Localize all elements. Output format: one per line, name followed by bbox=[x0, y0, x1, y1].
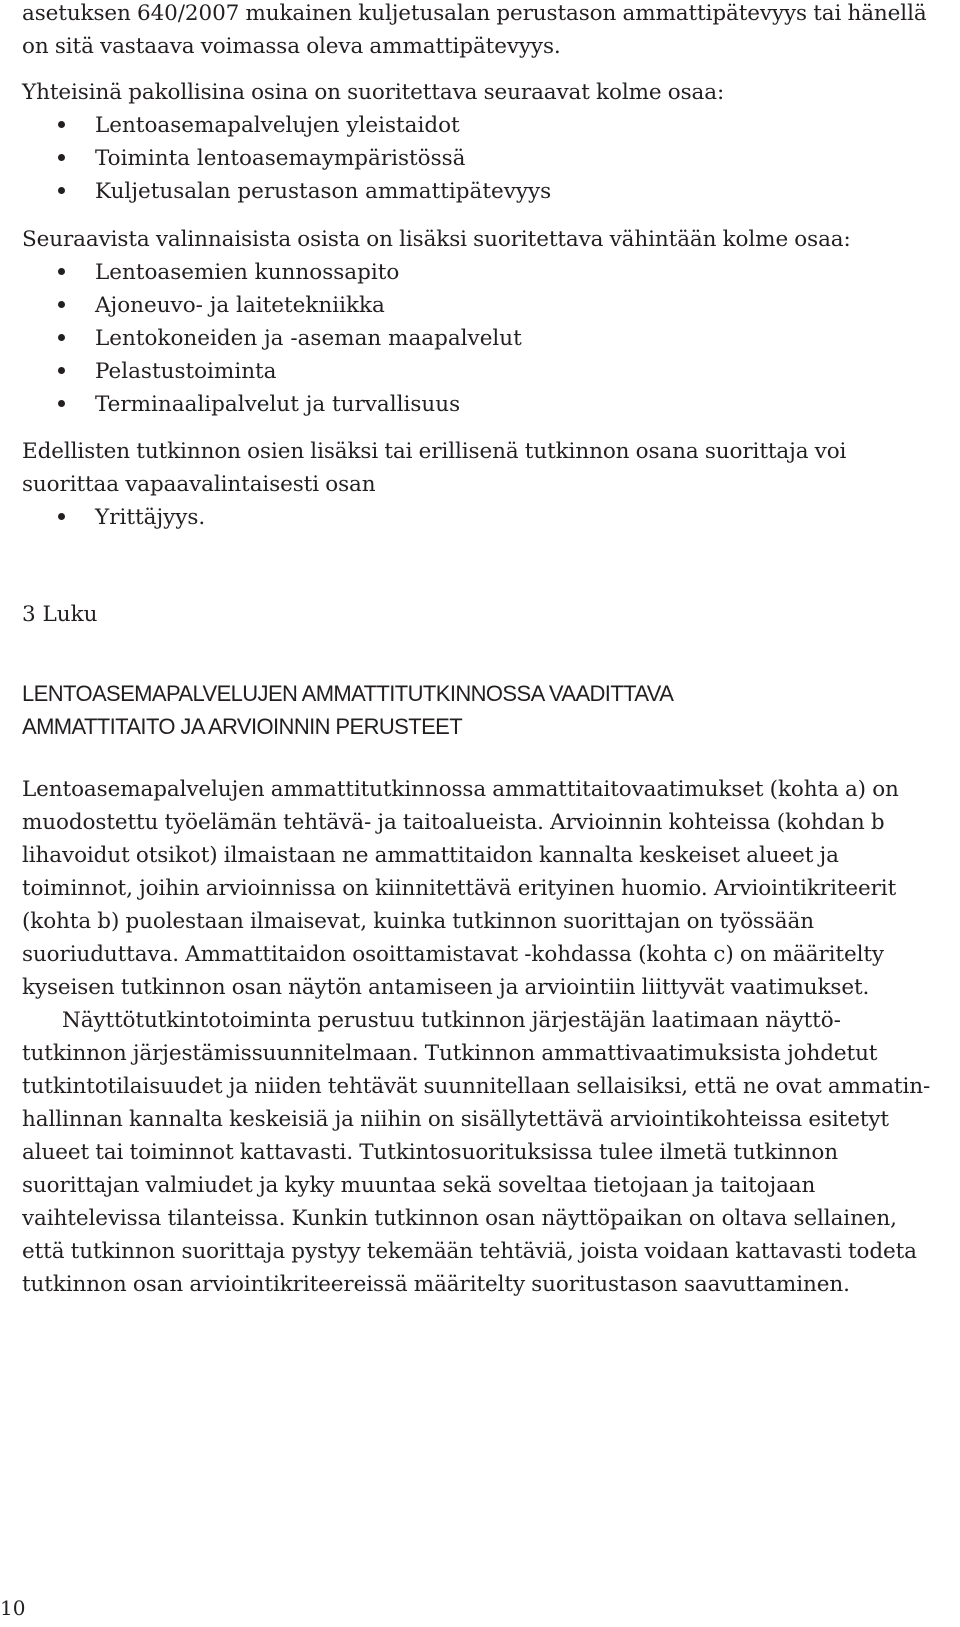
optional-intro-text: Seuraavista valinnaisista osista on lisäksi suoritettava vähintään kolme osaa: bbox=[22, 227, 851, 252]
heading-line: AMMATTITAITO JA ARVIOINNIN PERUSTEET bbox=[22, 714, 463, 739]
bullet-icon bbox=[58, 513, 65, 520]
list-item-text: Terminaalipalvelut ja turvallisuus bbox=[95, 392, 461, 417]
extra-list bbox=[22, 501, 922, 534]
extra-line: Edellisten tutkinnon osien lisäksi tai erillisenä tutkinnon osana suorittaja voi bbox=[22, 439, 847, 464]
bullet-icon bbox=[58, 400, 65, 407]
list-item-text: Lentoasemapalvelujen yleistaidot bbox=[95, 113, 460, 138]
list-item bbox=[22, 109, 922, 142]
list-item-text: Toiminta lentoasemaympäristössä bbox=[95, 146, 466, 171]
intro-line: on sitä vastaava voimassa oleva ammattipätevyys. bbox=[22, 34, 561, 59]
list-item-text: Yrittäjyys. bbox=[95, 505, 206, 530]
chapter-label: 3 Luku bbox=[22, 602, 98, 627]
body-line: tutkinnon osan arviointikriteereissä määritelty suoritustason saavuttaminen. bbox=[22, 1272, 850, 1297]
list-item-text: Pelastustoiminta bbox=[95, 359, 277, 384]
bullet-icon bbox=[58, 154, 65, 161]
mandatory-intro-text: Yhteisinä pakollisina osina on suoritettava seuraavat kolme osaa: bbox=[22, 80, 725, 105]
body-line: tutkinnon järjestämissuunnitelmaan. Tutkinnon ammattivaatimuksista johdetut bbox=[22, 1041, 878, 1066]
list-item bbox=[22, 322, 922, 355]
bullet-icon bbox=[58, 268, 65, 275]
extra-paragraph bbox=[22, 435, 922, 501]
mandatory-intro bbox=[22, 76, 922, 109]
intro-paragraph bbox=[22, 0, 927, 63]
body-line: alueet tai toiminnot kattavasti. Tutkintosuorituksissa tulee ilmetä tutkinnon bbox=[22, 1140, 838, 1165]
body-line: muodostettu työelämän tehtävä- ja taitoalueista. Arvioinnin kohteissa (kohdan b bbox=[22, 810, 885, 835]
body-line: että tutkinnon suorittaja pystyy tekemään tehtäviä, joista voidaan kattavasti todeta bbox=[22, 1239, 917, 1264]
bullet-icon bbox=[58, 367, 65, 374]
mandatory-list bbox=[22, 109, 922, 208]
body-line: kyseisen tutkinnon osan näytön antamiseen ja arviointiin liittyvät vaatimukset. bbox=[22, 975, 870, 1000]
body-line: tutkintotilaisuudet ja niiden tehtävät suunnitellaan sellaisiksi, että ne ovat ammatin- bbox=[22, 1074, 931, 1099]
optional-list bbox=[22, 256, 922, 421]
body-paragraph-2 bbox=[22, 1004, 931, 1301]
list-item bbox=[22, 289, 922, 322]
body-line: suorittajan valmiudet ja kyky muuntaa sekä soveltaa tietojaan ja taitojaan bbox=[22, 1173, 816, 1198]
intro-line: asetuksen 640/2007 mukainen kuljetusalan perustason ammattipätevyys tai hänellä bbox=[22, 1, 927, 26]
heading-line: LENTOASEMAPALVELUJEN AMMATTITUTKINNOSSA VAADITTAVA bbox=[22, 681, 674, 706]
list-item bbox=[22, 142, 922, 175]
list-item-text: Kuljetusalan perustason ammattipätevyys bbox=[95, 179, 552, 204]
optional-intro bbox=[22, 223, 922, 256]
body-line: Lentoasemapalvelujen ammattitutkinnossa ammattitaitovaatimukset (kohta a) on bbox=[22, 777, 899, 802]
body-line: suoriuduttava. Ammattitaidon osoittamistavat -kohdassa (kohta c) on määritelty bbox=[22, 942, 884, 967]
section-heading bbox=[22, 677, 922, 743]
list-item bbox=[22, 388, 922, 421]
page-number: 10 bbox=[0, 1596, 26, 1620]
body-line: Näyttötutkintotoiminta perustuu tutkinnon järjestäjän laatimaan näyttö- bbox=[62, 1008, 841, 1033]
bullet-icon bbox=[58, 301, 65, 308]
list-item-text: Ajoneuvo- ja laitetekniikka bbox=[95, 293, 385, 318]
body-paragraph-1 bbox=[22, 773, 922, 1004]
body-line: toiminnot, joihin arvioinnissa on kiinnitettävä erityinen huomio. Arviointikriteerit bbox=[22, 876, 897, 901]
list-item bbox=[22, 175, 922, 208]
list-item-text: Lentokoneiden ja -aseman maapalvelut bbox=[95, 326, 522, 351]
body-line: hallinnan kannalta keskeisiä ja niihin on sisällytettävä arviointikohteissa esitetyt bbox=[22, 1107, 889, 1132]
extra-line: suorittaa vapaavalintaisesti osan bbox=[22, 472, 376, 497]
list-item bbox=[22, 256, 922, 289]
bullet-icon bbox=[58, 187, 65, 194]
body-line: vaihtelevissa tilanteissa. Kunkin tutkinnon osan näyttöpaikan on oltava sellainen, bbox=[22, 1206, 897, 1231]
list-item-text: Lentoasemien kunnossapito bbox=[95, 260, 400, 285]
body-line: lihavoidut otsikot) ilmaistaan ne ammattitaidon kannalta keskeiset alueet ja bbox=[22, 843, 839, 868]
list-item bbox=[22, 355, 922, 388]
bullet-icon bbox=[58, 121, 65, 128]
bullet-icon bbox=[58, 334, 65, 341]
body-line: (kohta b) puolestaan ilmaisevat, kuinka tutkinnon suorittajan on työssään bbox=[22, 909, 814, 934]
list-item bbox=[22, 501, 922, 534]
